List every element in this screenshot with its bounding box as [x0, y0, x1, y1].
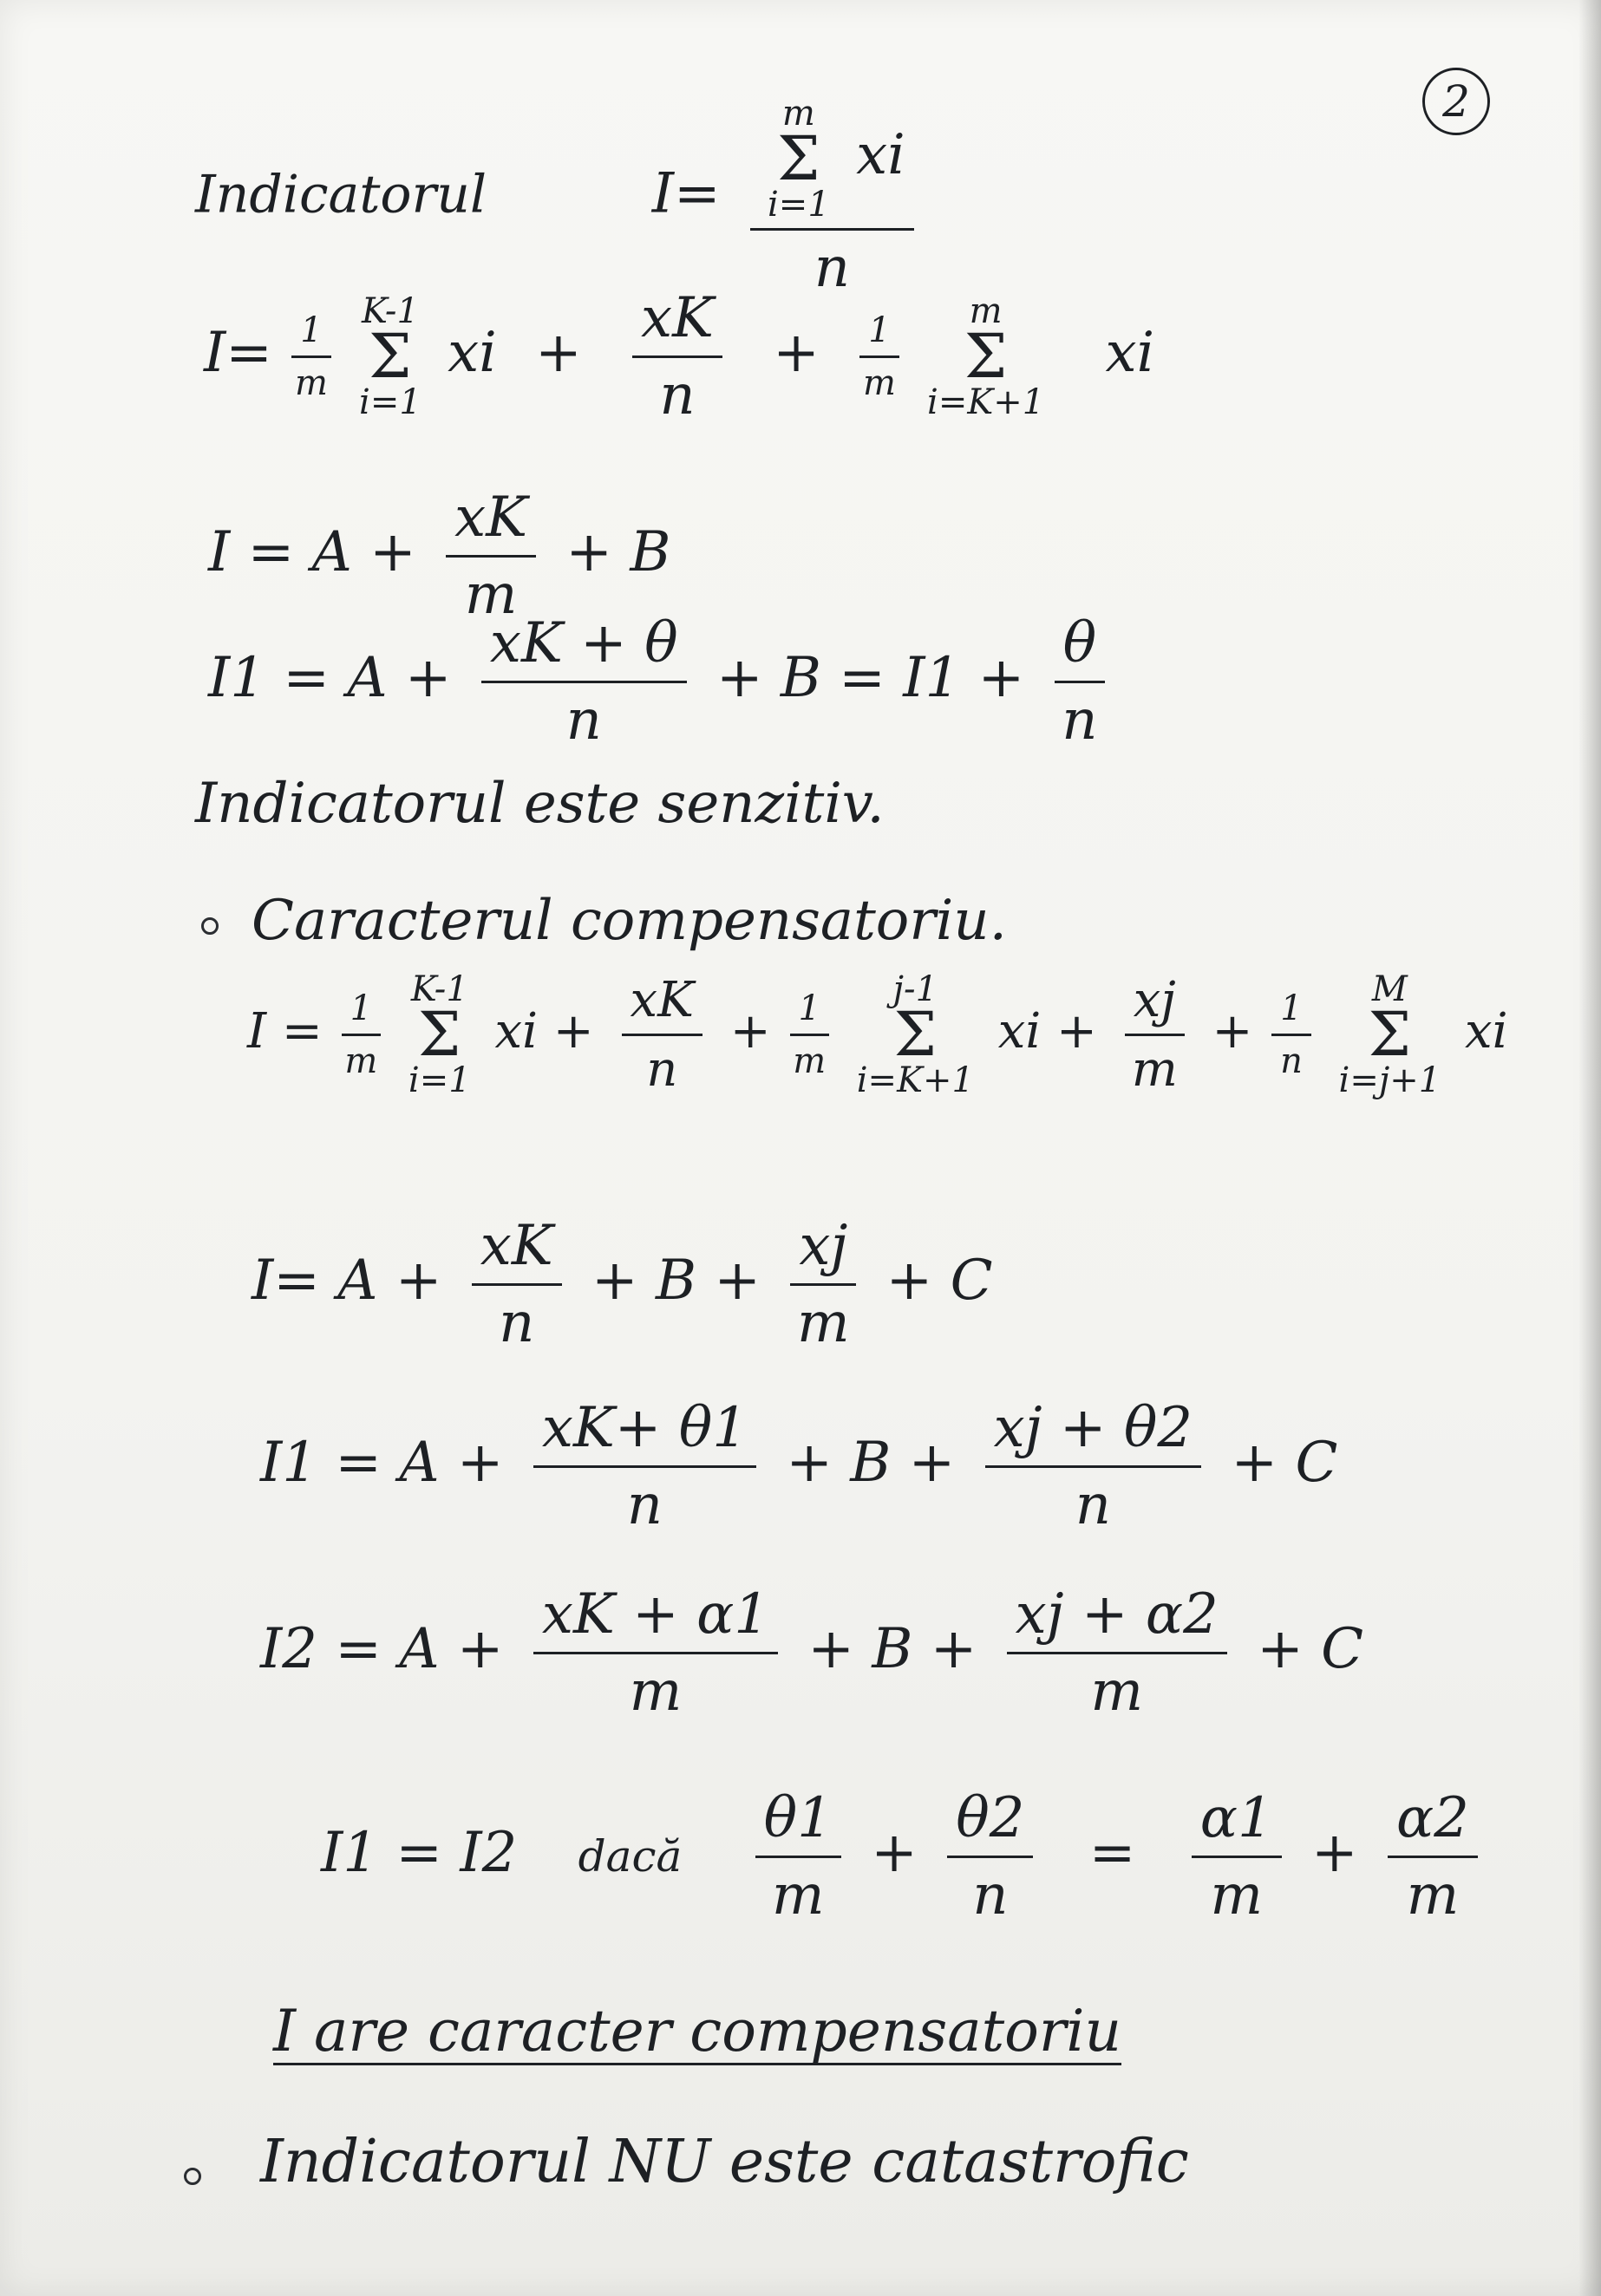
abc2-line: I= A + $\frac{xK}{n}$ + B + $\frac{xj}{m}$ + C — [252, 1214, 993, 1355]
split-line: I= $\frac{1}{m}$ K-1 Σ i=1 xi + $\frac{xK}{n}$ + $\frac{1}{m}$ m Σ i=K+1 xi — [204, 286, 1155, 427]
theta-line: I1 = A + $\frac{xK+ \theta 1}{n}$ + B + $\frac{xj + \theta 2}{n}$ + C — [260, 1396, 1338, 1537]
bullet-dot — [201, 917, 219, 935]
def-sum: m Σ i=1 — [768, 94, 830, 225]
abc-line: I = A + $\frac{xK}{m}$ + B — [208, 486, 671, 627]
compensatory-line: I = $\frac{1}{m}$ K-1 Σ i=1 xi + $\frac{xK}{n}$ + $\frac{1}{m}$ j-1 Σ i=K+1 xi + $\frac{xj}{m}$ + $\frac{1}{n}$ M Σ i=j+1 xi — [247, 969, 1508, 1100]
def-fraction: m Σ i=1 xi n — [750, 95, 914, 300]
condition-line: I1 = I2 dacă $\frac{\theta 1}{m}$ + $\frac{\theta 2}{n}$ = $\frac{\alpha 1}{m}$ + $\frac{\alpha 2}{m}$ — [321, 1786, 1490, 1927]
alpha-line: I2 = A + $\frac{xK + \alpha 1}{m}$ + B + $\frac{xj + \alpha 2}{m}$ + C — [260, 1582, 1364, 1724]
intro-label: Indicatorul — [195, 164, 487, 225]
bullet-dot-2 — [184, 2168, 201, 2185]
definition-line — [195, 95, 926, 300]
bullet-compensatory: Caracterul compensatoriu. — [252, 889, 1007, 953]
sensitivity-text: Indicatorul este senzitiv. — [195, 772, 885, 836]
def-lhs: I= — [651, 161, 721, 226]
page-number: 2 — [1422, 68, 1490, 135]
bullet-catastrophic: Indicatorul NU este catastrofic — [260, 2128, 1189, 2196]
i1-line: I1 = A + $\frac{xK + \theta}{n}$ + B = I1 + $\frac{\theta}{n}$ — [208, 611, 1117, 753]
conclusion-text: I are caracter compensatoriu — [273, 1998, 1122, 2064]
